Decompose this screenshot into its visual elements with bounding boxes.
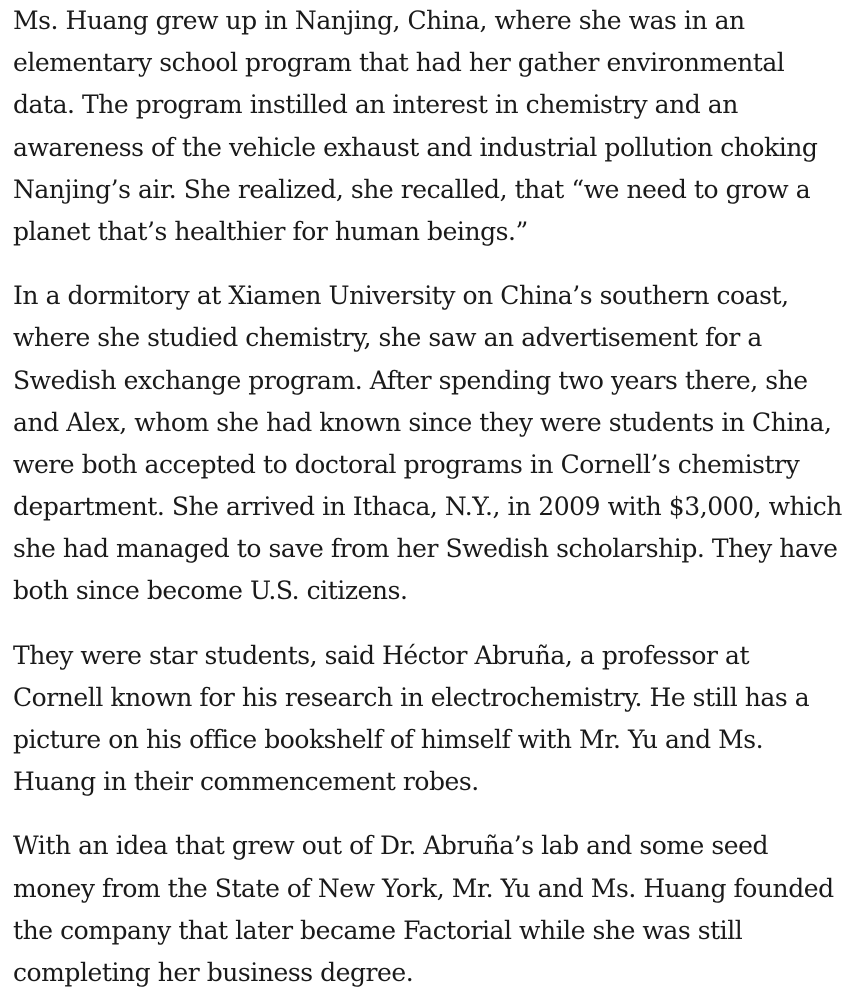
paragraph-line: and Alex, whom she had known since they were students in China, bbox=[13, 407, 832, 437]
paragraph-line: Swedish exchange program. After spending two years there, she bbox=[13, 365, 808, 395]
paragraph-line: where she studied chemistry, she saw an advertisement for a bbox=[13, 323, 762, 353]
paragraph-3 bbox=[13, 635, 851, 804]
paragraph-spacer bbox=[13, 803, 851, 825]
paragraph-spacer bbox=[13, 613, 851, 635]
paragraph-line: With an idea that grew out of Dr. Abruña’s lab and some seed bbox=[13, 831, 769, 861]
paragraph-line: data. The program instilled an interest in chemistry and an bbox=[13, 90, 738, 120]
paragraph-line: were both accepted to doctoral programs in Cornell’s chemistry bbox=[13, 449, 800, 479]
paragraph-4 bbox=[13, 825, 851, 994]
paragraph-line: elementary school program that had her gather environmental bbox=[13, 48, 785, 78]
paragraph-line: planet that’s healthier for human beings.” bbox=[13, 216, 528, 246]
paragraph-line: completing her business degree. bbox=[13, 957, 414, 987]
paragraph-line: department. She arrived in Ithaca, N.Y., in 2009 with $3,000, which bbox=[13, 492, 842, 522]
paragraph-line: In a dormitory at Xiamen University on China’s southern coast, bbox=[13, 281, 789, 311]
paragraph-line: the company that later became Factorial while she was still bbox=[13, 915, 743, 945]
paragraph-line: Cornell known for his research in electrochemistry. He still has a bbox=[13, 682, 810, 712]
paragraph-line: They were star students, said Héctor Abruña, a professor at bbox=[13, 640, 750, 670]
paragraph-spacer bbox=[13, 253, 851, 275]
paragraph-line: Huang in their commencement robes. bbox=[13, 767, 479, 797]
paragraph-line: she had managed to save from her Swedish scholarship. They have bbox=[13, 534, 838, 564]
paragraph-2 bbox=[13, 275, 851, 613]
paragraph-line: both since become U.S. citizens. bbox=[13, 576, 408, 606]
paragraph-line: Ms. Huang grew up in Nanjing, China, where she was in an bbox=[13, 6, 745, 35]
paragraph-line: Nanjing’s air. She realized, she recalled, that “we need to grow a bbox=[13, 174, 811, 204]
paragraph-1 bbox=[13, 0, 851, 253]
paragraph-line: awareness of the vehicle exhaust and industrial pollution choking bbox=[13, 132, 818, 162]
paragraph-line: picture on his office bookshelf of himself with Mr. Yu and Ms. bbox=[13, 725, 764, 754]
paragraph-line: money from the State of New York, Mr. Yu and Ms. Huang founded bbox=[13, 873, 834, 903]
